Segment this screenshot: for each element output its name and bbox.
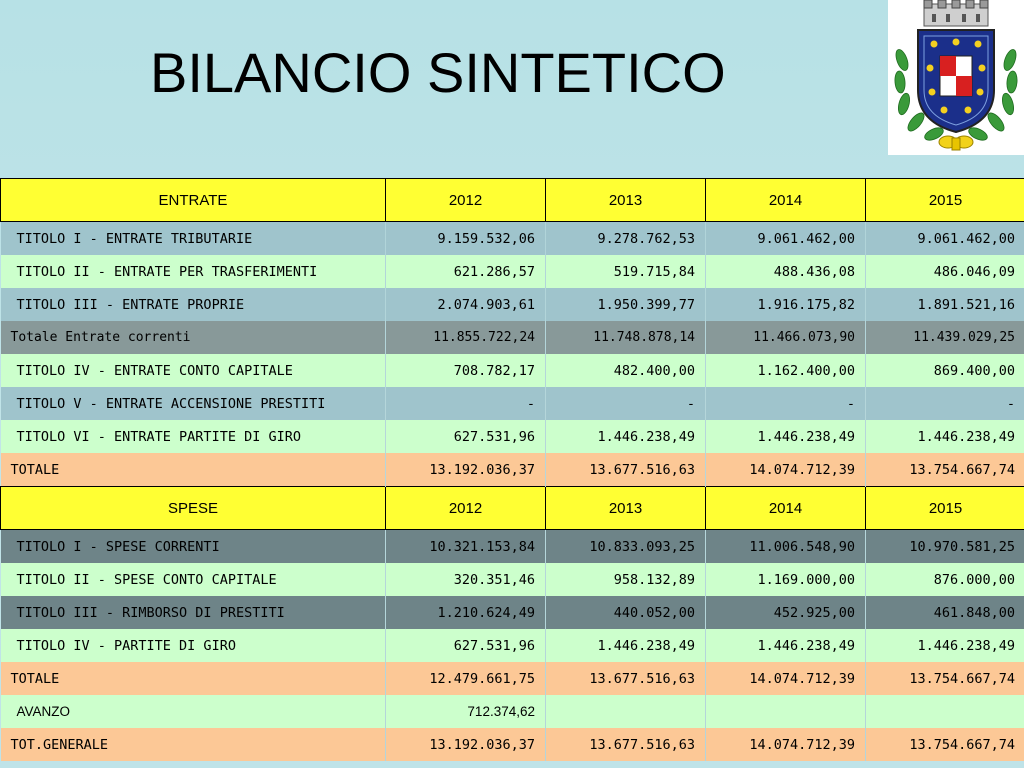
row-value: 482.400,00 [546, 354, 706, 387]
row-value: 519.715,84 [546, 255, 706, 288]
table-row [1, 563, 1024, 596]
row-value: 869.400,00 [866, 354, 1024, 387]
table-row [1, 354, 1024, 387]
table-row [1, 695, 1024, 728]
spese-header-cell: 2012 [386, 487, 546, 530]
row-value: 876.000,00 [866, 563, 1024, 596]
table-row [1, 255, 1024, 288]
row-value: - [866, 387, 1024, 420]
coat-of-arms-icon [888, 0, 1024, 155]
row-label: TITOLO IV - PARTITE DI GIRO [1, 629, 386, 662]
table-row [1, 728, 1024, 761]
row-value: 9.159.532,06 [386, 222, 546, 256]
row-value: 11.439.029,25 [866, 321, 1024, 354]
row-value: 9.278.762,53 [546, 222, 706, 256]
row-value: 11.855.722,24 [386, 321, 546, 354]
row-value: 1.446.238,49 [866, 629, 1024, 662]
row-label: TITOLO III - ENTRATE PROPRIE [1, 288, 386, 321]
row-value: 13.677.516,63 [546, 453, 706, 487]
row-label: Totale Entrate correnti [1, 321, 386, 354]
row-value: 1.446.238,49 [706, 420, 866, 453]
row-label: TOTALE [1, 662, 386, 695]
spese-header-cell: 2013 [546, 487, 706, 530]
row-value: 11.006.548,90 [706, 530, 866, 564]
row-value: 1.891.521,16 [866, 288, 1024, 321]
row-value: - [386, 387, 546, 420]
spese-header-cell: 2014 [706, 487, 866, 530]
row-value: 13.754.667,74 [866, 662, 1024, 695]
row-label: TITOLO VI - ENTRATE PARTITE DI GIRO [1, 420, 386, 453]
row-value: 488.436,08 [706, 255, 866, 288]
table-row [1, 453, 1024, 487]
row-value: 621.286,57 [386, 255, 546, 288]
row-value: - [546, 387, 706, 420]
row-value: 12.479.661,75 [386, 662, 546, 695]
row-value: 627.531,96 [386, 629, 546, 662]
row-value: 1.169.000,00 [706, 563, 866, 596]
row-label: TITOLO V - ENTRATE ACCENSIONE PRESTITI [1, 387, 386, 420]
table-row [1, 530, 1024, 564]
row-value: 1.446.238,49 [546, 629, 706, 662]
entrate-header-cell: 2014 [706, 179, 866, 222]
row-value: 1.446.238,49 [706, 629, 866, 662]
row-label: TITOLO III - RIMBORSO DI PRESTITI [1, 596, 386, 629]
row-value: 13.677.516,63 [546, 662, 706, 695]
row-value: 13.754.667,74 [866, 728, 1024, 761]
spese-header-cell: 2015 [866, 487, 1024, 530]
row-value [866, 695, 1024, 728]
row-value: 14.074.712,39 [706, 453, 866, 487]
entrate-header-cell: 2015 [866, 179, 1024, 222]
row-value: 1.210.624,49 [386, 596, 546, 629]
spese-header-cell: SPESE [1, 487, 386, 530]
row-value [546, 695, 706, 728]
entrate-header-cell: 2013 [546, 179, 706, 222]
row-value: 13.192.036,37 [386, 453, 546, 487]
row-value: 11.748.878,14 [546, 321, 706, 354]
table-row [1, 420, 1024, 453]
row-value: 1.446.238,49 [866, 420, 1024, 453]
table-row [1, 662, 1024, 695]
balance-table [0, 178, 1024, 761]
row-label: TITOLO I - SPESE CORRENTI [1, 530, 386, 564]
table-row [1, 387, 1024, 420]
row-label: TOTALE [1, 453, 386, 487]
table-row [1, 321, 1024, 354]
row-label: TITOLO II - SPESE CONTO CAPITALE [1, 563, 386, 596]
row-value: 1.446.238,49 [546, 420, 706, 453]
entrate-header-row [1, 179, 1024, 222]
row-value: 708.782,17 [386, 354, 546, 387]
table-row [1, 222, 1024, 256]
row-value: 712.374,62 [386, 695, 546, 728]
row-value: 958.132,89 [546, 563, 706, 596]
row-label: TITOLO IV - ENTRATE CONTO CAPITALE [1, 354, 386, 387]
row-value: 1.950.399,77 [546, 288, 706, 321]
table-row [1, 288, 1024, 321]
row-value: 440.052,00 [546, 596, 706, 629]
row-value: 13.192.036,37 [386, 728, 546, 761]
row-value: 320.351,46 [386, 563, 546, 596]
spese-header-row [1, 487, 1024, 530]
row-value [706, 695, 866, 728]
row-value: 486.046,09 [866, 255, 1024, 288]
row-value: 11.466.073,90 [706, 321, 866, 354]
row-value: 1.162.400,00 [706, 354, 866, 387]
row-label: AVANZO [1, 695, 386, 728]
row-value: 9.061.462,00 [706, 222, 866, 256]
entrate-header-cell: 2012 [386, 179, 546, 222]
row-value: - [706, 387, 866, 420]
row-label: TITOLO II - ENTRATE PER TRASFERIMENTI [1, 255, 386, 288]
table-row [1, 596, 1024, 629]
row-label: TOT.GENERALE [1, 728, 386, 761]
row-value: 1.916.175,82 [706, 288, 866, 321]
row-value: 10.970.581,25 [866, 530, 1024, 564]
row-value: 9.061.462,00 [866, 222, 1024, 256]
row-value: 461.848,00 [866, 596, 1024, 629]
row-value: 10.321.153,84 [386, 530, 546, 564]
row-value: 2.074.903,61 [386, 288, 546, 321]
row-value: 14.074.712,39 [706, 662, 866, 695]
row-value: 452.925,00 [706, 596, 866, 629]
row-label: TITOLO I - ENTRATE TRIBUTARIE [1, 222, 386, 256]
row-value: 14.074.712,39 [706, 728, 866, 761]
entrate-header-cell: ENTRATE [1, 179, 386, 222]
row-value: 13.754.667,74 [866, 453, 1024, 487]
row-value: 13.677.516,63 [546, 728, 706, 761]
row-value: 10.833.093,25 [546, 530, 706, 564]
table-row [1, 629, 1024, 662]
page-title: BILANCIO SINTETICO [150, 41, 726, 104]
row-value: 627.531,96 [386, 420, 546, 453]
